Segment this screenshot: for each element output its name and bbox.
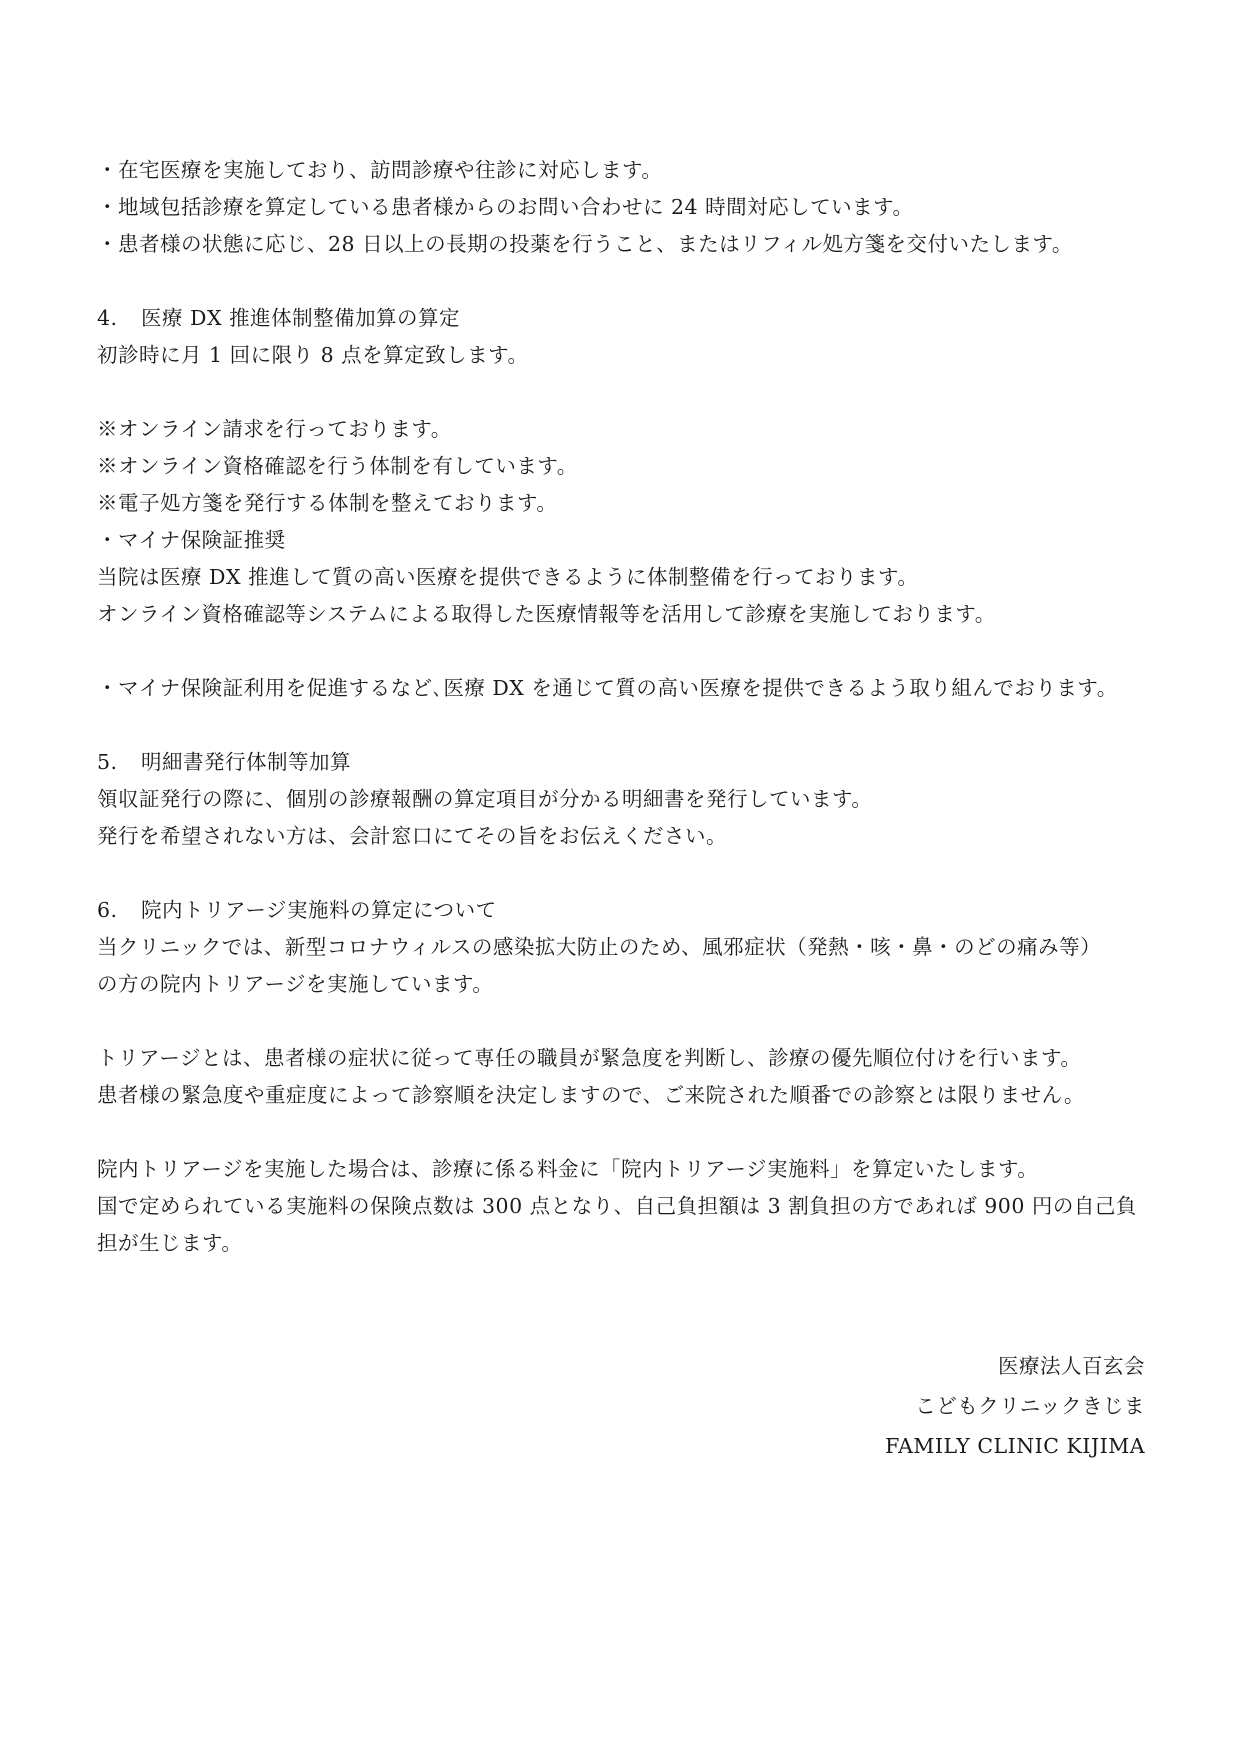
section-5-line: 発行を希望されない方は、会計窓口にてその旨をお伝えください。 (97, 824, 727, 848)
section-4-heading (97, 300, 1147, 337)
section-4-note: ※オンライン資格確認を行う体制を有しています。 (97, 454, 578, 478)
section-6-para3-line: 院内トリアージを実施した場合は、診療に係る料金に「院内トリアージ実施料」を算定いたします。 (97, 1157, 1039, 1181)
section-6-para3-line: 担が生じます。 (97, 1231, 243, 1255)
section-6-para2-line: 患者様の緊急度や重症度によって診察順を決定しますので、ご来院された順番での診察とは限りません。 (97, 1083, 1085, 1107)
section-5-heading (97, 744, 1147, 781)
spacer (97, 1003, 1147, 1040)
section-4 (97, 300, 1147, 707)
section-5 (97, 744, 1147, 855)
section-4-body: 初診時に月 1 回に限り 8 点を算定致します。 (97, 343, 529, 367)
signature-block (885, 1346, 1145, 1466)
section-5-title: 明細書発行体制等加算 (141, 750, 351, 774)
section-4-title: 医療 DX 推進体制整備加算の算定 (141, 306, 461, 330)
intro-line: ・地域包括診療を算定している患者様からのお問い合わせに 24 時間対応しています。 (97, 195, 914, 219)
spacer (97, 1114, 1147, 1151)
intro-line: ・患者様の状態に応じ、28 日以上の長期の投薬を行うこと、またはリフィル処方箋を交付いたします。 (97, 232, 1073, 256)
spacer (97, 263, 1147, 300)
section-4-note: 当院は医療 DX 推進して質の高い医療を提供できるように体制整備を行っております。 (97, 565, 919, 589)
section-4-number: 4. (97, 306, 118, 330)
section-5-line: 領収証発行の際に、個別の診療報酬の算定項目が分かる明細書を発行しています。 (97, 787, 873, 811)
section-6-heading (97, 892, 1147, 929)
section-6-number: 6. (97, 898, 118, 922)
section-6-title: 院内トリアージ実施料の算定について (141, 898, 497, 922)
spacer (97, 633, 1147, 670)
section-6 (97, 892, 1147, 1262)
spacer (97, 707, 1147, 744)
section-6-para1-line: の方の院内トリアージを実施しています。 (97, 972, 494, 996)
section-5-number: 5. (97, 750, 118, 774)
section-4-note: ※オンライン請求を行っております。 (97, 417, 452, 441)
intro-list (97, 152, 1147, 263)
signature-clinic-name-en: FAMILY CLINIC KIJIMA (885, 1434, 1145, 1458)
section-4-closing: ・マイナ保険証利用を促進するなど､医療 DX を通じて質の高い医療を提供できるよう取り組んでおります。 (97, 676, 1118, 700)
intro-line: ・在宅医療を実施しており、訪問診療や往診に対応します。 (97, 158, 663, 182)
section-6-para2-line: トリアージとは、患者様の症状に従って専任の職員が緊急度を判断し、診療の優先順位付けを行います。 (97, 1046, 1082, 1070)
section-6-para1-line: 当クリニックでは、新型コロナウィルスの感染拡大防止のため、風邪症状（発熱・咳・鼻・のどの痛み等） (97, 935, 1102, 959)
section-4-note: ※電子処方箋を発行する体制を整えております。 (97, 491, 558, 515)
signature-corporation: 医療法人百玄会 (998, 1354, 1145, 1378)
spacer (97, 855, 1147, 892)
document-body (97, 152, 1147, 1262)
section-4-note: オンライン資格確認等システムによる取得した医療情報等を活用して診療を実施しております。 (97, 602, 996, 626)
signature-clinic-name: こどもクリニックきじま (915, 1394, 1145, 1418)
section-4-note: ・マイナ保険証推奨 (97, 528, 286, 552)
spacer (97, 374, 1147, 411)
section-6-para3-line: 国で定められている実施料の保険点数は 300 点となり、自己負担額は 3 割負担の方であれば 900 円の自己負 (97, 1194, 1137, 1218)
